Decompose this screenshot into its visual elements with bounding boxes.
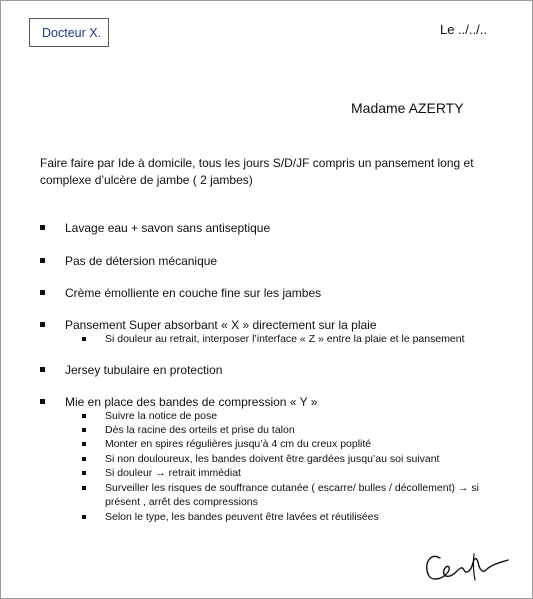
doctor-name: Docteur X. <box>42 26 102 40</box>
sub-item-text: Si douleur au retrait, interposer l’interface « Z » entre la plaie et le pansement <box>105 333 465 345</box>
list-item-text: Pansement Super absorbant « X » directement sur la plaie <box>65 318 377 332</box>
bullet-icon <box>82 414 86 418</box>
intro-line-1: Faire faire par Ide à domicile, tous les jours S/D/JF compris un pansement long et <box>40 156 474 170</box>
patient-name: Madame AZERTY <box>351 100 464 116</box>
bullet-icon <box>40 399 45 404</box>
sub-item-text: présent , arrêt des compressions <box>105 496 258 508</box>
sub-item-text: Si non douloureux, les bandes doivent être gardées jusqu’au soi suivant <box>105 453 440 465</box>
sub-item-compression-6-continued <box>105 496 258 509</box>
intro-line-2: complexe d’ulcère de jambe ( 2 jambes) <box>40 173 253 187</box>
list-item-text: Jersey tubulaire en protection <box>65 363 223 377</box>
list-item-text: Crème émolliente en couche fine sur les jambes <box>65 286 322 300</box>
bullet-icon <box>40 225 45 230</box>
sub-item-text: Suivre la notice de pose <box>105 410 218 422</box>
bullet-icon <box>40 290 45 295</box>
bullet-icon <box>82 515 86 519</box>
bullet-icon <box>40 367 45 372</box>
bullet-icon <box>82 486 86 490</box>
sub-item-text: Surveiller les risques de souffrance cutanée ( escarre/ bulles / décollement) → si <box>105 482 479 494</box>
list-item-text: Pas de détersion mécanique <box>65 254 218 268</box>
signature-icon <box>422 548 510 586</box>
sub-item-text: Monter en spires régulières jusqu’à 4 cm du creux poplité <box>105 438 372 450</box>
bullet-icon <box>40 322 45 327</box>
bullet-icon <box>82 428 86 432</box>
date-line: Le ../../.. <box>440 22 487 37</box>
bullet-icon <box>82 337 86 341</box>
list-item-text: Lavage eau + savon sans antiseptique <box>65 221 271 235</box>
doctor-box <box>29 18 109 47</box>
list-item-text: Mie en place des bandes de compression « Y » <box>65 395 318 409</box>
bullet-icon <box>82 457 86 461</box>
sub-item-text: Si douleur → retrait immédiat <box>105 467 241 479</box>
sub-item-text: Selon le type, les bandes peuvent être lavées et réutilisées <box>105 511 379 523</box>
prescription-intro <box>40 155 510 189</box>
sub-item-text: Dès la racine des orteils et prise du talon <box>105 424 295 436</box>
bullet-icon <box>82 442 86 446</box>
bullet-icon <box>40 258 45 263</box>
bullet-icon <box>82 471 86 475</box>
